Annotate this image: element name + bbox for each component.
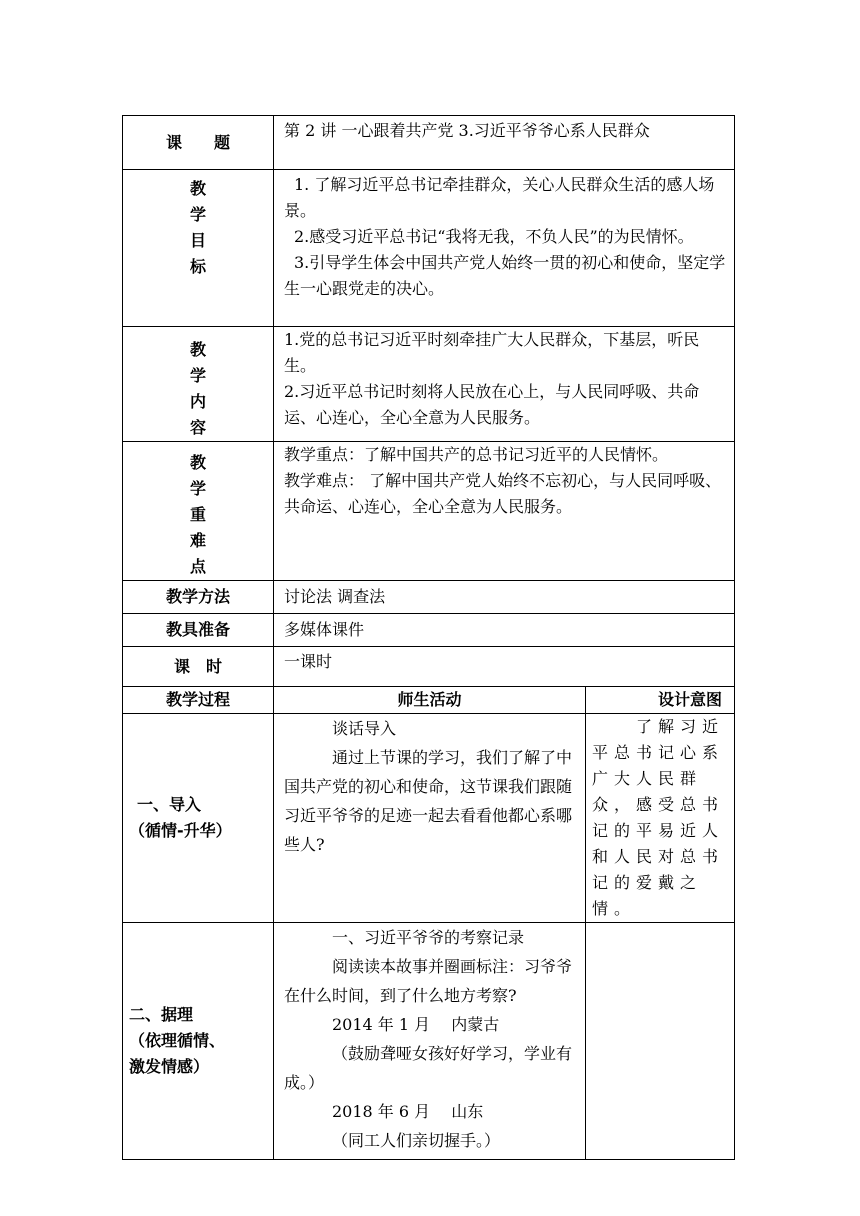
stage-intro-name: 一、导入 （循情-升华） (123, 714, 274, 923)
activity-line: 2018 年 6 月 山东 (332, 1102, 484, 1121)
topic-value: 第 2 讲 一心跟着共产党 3.习近平爷爷心系人民群众 (284, 121, 650, 140)
period-value: 一课时 (284, 652, 333, 671)
goals-row (123, 170, 735, 327)
lesson-plan-table (122, 115, 735, 1160)
keypoints-row (123, 442, 735, 581)
stage-reason-name: 二、据理 （依理循情、 激发情感） (123, 923, 274, 1160)
process-header-row (123, 687, 735, 714)
keypoint-item: 教学重点：了解中国共产的总书记习近平的人民情怀。 (284, 445, 669, 464)
period-row (123, 647, 735, 687)
tools-label: 教具准备 (123, 614, 274, 647)
activity-line: 谈话导入 (332, 719, 397, 738)
content-item: 2.习近平总书记时刻将人民放在心上，与人民同呼吸、共命运、心连心，全心全意为人民服务。 (284, 382, 700, 427)
tools-row (123, 614, 735, 647)
activity-line: 阅读读本故事并圈画标注：习爷爷在什么时间，到了什么地方考察? (284, 957, 573, 1005)
process-header-stage: 教学过程 (123, 687, 274, 714)
topic-label: 课 题 (123, 116, 274, 170)
activity-line: 一、习近平爷爷的考察记录 (332, 928, 525, 947)
activity-line: （鼓励聋哑女孩好好学习，学业有成。） (284, 1044, 573, 1092)
activity-line: （同工人们亲切握手。） (332, 1131, 501, 1150)
process-header-activity: 师生活动 (274, 687, 586, 714)
keypoint-item: 教学难点： 了解中国共产党人始终不忘初心，与人民同呼吸、共命运、心连心，全心全意为人民服务。 (284, 471, 722, 516)
process-header-intent: 设计意图 (586, 687, 735, 714)
stage-intro-intent: 了解习近平总书记心系广大人民群众，感受总书记的平易近人和人民对总书记的爱戴之情。 (586, 714, 735, 923)
keypoints-label: 教 学 重 难 点 (123, 442, 274, 581)
period-label: 课 时 (123, 647, 274, 687)
method-row (123, 581, 735, 614)
activity-line: 2014 年 1 月 内蒙古 (332, 1015, 500, 1034)
goals-label: 教 学 目 标 (123, 170, 274, 327)
content-label: 教 学 内 容 (123, 327, 274, 442)
activity-line: 通过上节课的学习，我们了解了中国共产党的初心和使命，这节课我们跟随习近平爷爷的足迹一起去看看他都心系哪些人? (284, 748, 573, 854)
stage-row-reason (123, 923, 735, 1160)
stage-row-intro (123, 714, 735, 923)
topic-row (123, 116, 735, 170)
goal-item: 1. 了解习近平总书记牵挂群众，关心人民群众生活的感人场景。 (284, 175, 715, 220)
tools-value: 多媒体课件 (284, 620, 365, 639)
method-value: 讨论法 调查法 (284, 587, 386, 606)
content-row (123, 327, 735, 442)
content-item: 1.党的总书记习近平时刻牵挂广大人民群众，下基层，听民生。 (284, 330, 700, 375)
goal-item: 2.感受习近平总书记“我将无我，不负人民”的为民情怀。 (294, 227, 694, 246)
method-label: 教学方法 (123, 581, 274, 614)
goal-item: 3.引导学生体会中国共产党人始终一贯的初心和使命，坚定学生一心跟党走的决心。 (284, 253, 726, 298)
stage-reason-intent (586, 923, 735, 1160)
